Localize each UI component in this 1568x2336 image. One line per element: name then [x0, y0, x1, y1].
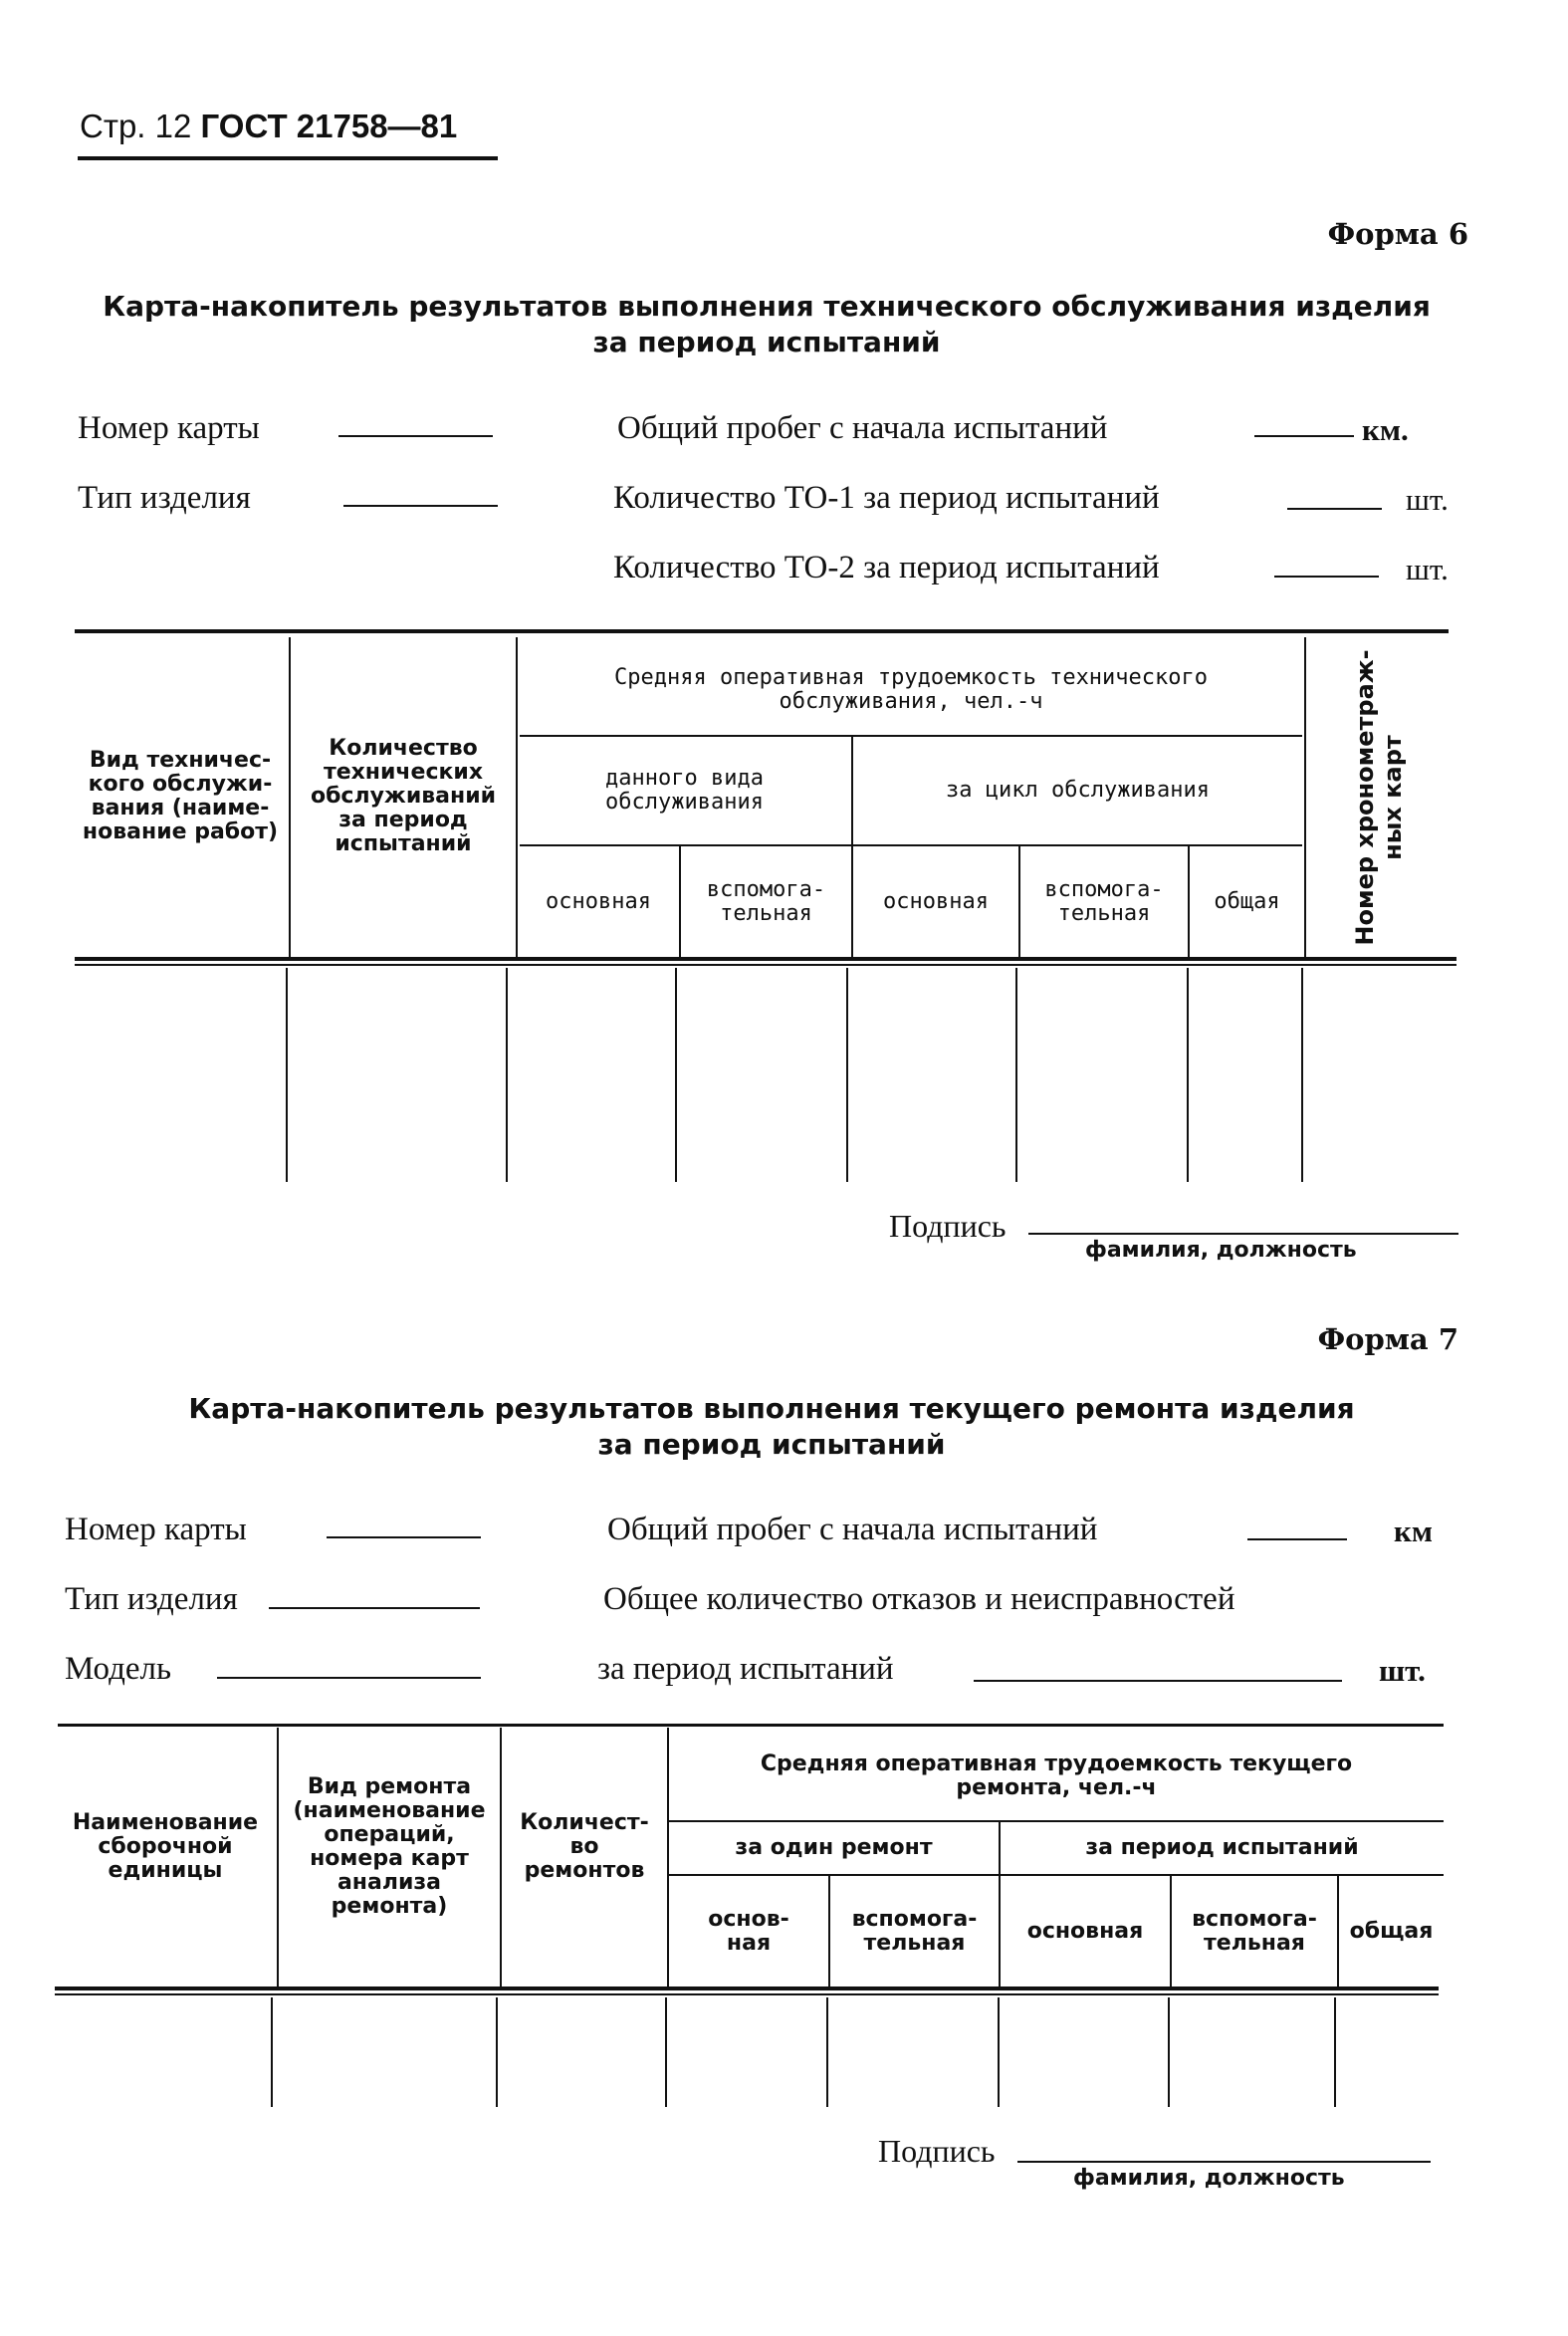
form6-body-vline [1301, 968, 1303, 1182]
form7-product-type-blank [269, 1607, 480, 1609]
form6-title-line2: за период испытаний [592, 326, 941, 358]
form7-label: Форма 7 [1317, 1322, 1458, 1356]
form6-to1-unit: шт. [1406, 482, 1449, 517]
form7-table-header-rule [55, 1986, 1439, 1990]
form6-signature-label: Подпись [889, 1208, 1007, 1244]
form7-table-top-rule [58, 1724, 1444, 1727]
form7-col-one: за один ремонт [735, 1835, 933, 1860]
form6-to2-label: Количество ТО-2 за период испытаний [613, 550, 1160, 585]
page-number: Стр. 12 [80, 108, 192, 144]
form6-table-header-rule-2 [75, 964, 1456, 966]
form6-col-total: общая [1214, 889, 1280, 914]
form7-failures-blank [974, 1680, 1342, 1682]
form7-signature-label: Подпись [878, 2133, 996, 2169]
form6-labor-rule [520, 735, 1302, 737]
form7-signature-line [1017, 2161, 1431, 2163]
form6-body-vline [286, 968, 288, 1182]
form7-title-line2: за период испытаний [597, 1428, 946, 1461]
form7-title-line1: Карта-накопитель результатов выполнения текущего ремонта изделия [188, 1392, 1355, 1425]
form6-to2-unit: шт. [1406, 552, 1449, 586]
form7-title [80, 1391, 1463, 1463]
form6-card-number-blank [338, 435, 493, 437]
form6-col-main-1: основная [546, 889, 651, 914]
form7-signature-caption: фамилия, должность [1073, 2166, 1345, 2191]
page-header [80, 108, 457, 145]
form7-model-blank [217, 1677, 481, 1679]
standard-number: ГОСТ 21758—81 [200, 108, 458, 144]
form7-model-label: Модель [65, 1651, 172, 1687]
form7-mileage-unit: км [1394, 1514, 1433, 1548]
form7-col-main-2: основная [1026, 1919, 1144, 1944]
form6-table-header-rule [75, 957, 1456, 961]
form7-labor-rule [669, 1820, 1444, 1822]
form6-col-count: Количество технических обслуживаний за период испытаний [310, 736, 497, 856]
form7-body-vline [1168, 1997, 1170, 2107]
form6-total-mileage-label: Общий пробег с начала испытаний [617, 410, 1108, 446]
header-rule [78, 156, 498, 160]
form7-product-type-label: Тип изделия [65, 1581, 238, 1617]
form7-col-count: Количест- во ремонтов [520, 1810, 649, 1883]
form7-col-aux-2: вспомога- тельная [1192, 1907, 1317, 1956]
form7-total-mileage-blank [1247, 1538, 1347, 1540]
form6-col-cycle: за цикл обслуживания [946, 778, 1210, 803]
form6-total-mileage-blank [1254, 435, 1354, 437]
form7-failures-period-label: за период испытаний [597, 1651, 894, 1687]
form6-col-labor: Средняя оперативная трудоемкость технического обслуживания, чел.-ч [613, 665, 1209, 714]
form6-title [70, 289, 1463, 360]
form7-failures-unit: шт. [1379, 1653, 1426, 1688]
form6-col-main-2: основная [883, 889, 989, 914]
form7-sub-rule [669, 1874, 1444, 1876]
form7-col-unit: Наименование сборочной единицы [72, 1810, 259, 1883]
form7-body-vline [496, 1997, 498, 2107]
form6-body-vline [506, 968, 508, 1182]
form6-body-vline [846, 968, 848, 1182]
form6-body-vline [675, 968, 677, 1182]
form7-body-vline [665, 1997, 667, 2107]
form7-card-number-label: Номер карты [65, 1512, 247, 1547]
form6-col-aux-1: вспомога- тельная [706, 877, 826, 926]
form6-body-vline [1015, 968, 1017, 1182]
form6-signature-line [1028, 1233, 1458, 1235]
form7-col-period: за период испытаний [1085, 1835, 1359, 1860]
form7-col-main-1: основ- ная [708, 1907, 789, 1956]
form7-table-header-rule-2 [55, 1993, 1439, 1995]
form6-product-type-label: Тип изделия [78, 480, 251, 516]
form7-body-vline [271, 1997, 273, 2107]
form6-mileage-unit: км. [1362, 412, 1409, 447]
form7-col-repair: Вид ремонта (наименование операций, номера карт анализа ремонта) [293, 1774, 486, 1919]
form6-body-vline [1187, 968, 1189, 1182]
form6-title-line1: Карта-накопитель результатов выполнения технического обслуживания изделия [103, 290, 1431, 323]
form6-col-chrono: Номер хронометраж- ных карт [1351, 649, 1407, 946]
form6-card-number-label: Номер карты [78, 410, 260, 446]
form7-failures-label: Общее количество отказов и неисправностей [603, 1581, 1235, 1617]
form7-total-mileage-label: Общий пробег с начала испытаний [607, 1512, 1098, 1547]
form6-sub-rule [520, 844, 1302, 846]
form6-table-top-rule [75, 629, 1449, 633]
form6-col-this-type: данного вида обслуживания [605, 766, 764, 815]
form6-to1-label: Количество ТО-1 за период испытаний [613, 480, 1160, 516]
form6-product-type-blank [343, 505, 498, 507]
form7-card-number-blank [327, 1536, 481, 1538]
form6-label: Форма 6 [1327, 217, 1468, 251]
form6-signature-caption: фамилия, должность [1085, 1238, 1357, 1263]
form7-col-total: общая [1349, 1919, 1434, 1944]
form6-vline [1304, 637, 1306, 958]
form6-col-aux-2: вспомога- тельная [1044, 877, 1164, 926]
form7-body-vline [998, 1997, 1000, 2107]
form7-body-vline [826, 1997, 828, 2107]
form6-to2-blank [1274, 576, 1379, 578]
form6-to1-blank [1287, 508, 1382, 510]
form7-col-aux-1: вспомога- тельная [851, 1907, 978, 1956]
form7-body-vline [1334, 1997, 1336, 2107]
form6-col-type: Вид техничес- кого обслужи- вания (наиме- нование работ) [82, 748, 279, 844]
form7-col-labor: Средняя оперативная трудоемкость текущего ремонта, чел.-ч [760, 1752, 1353, 1800]
